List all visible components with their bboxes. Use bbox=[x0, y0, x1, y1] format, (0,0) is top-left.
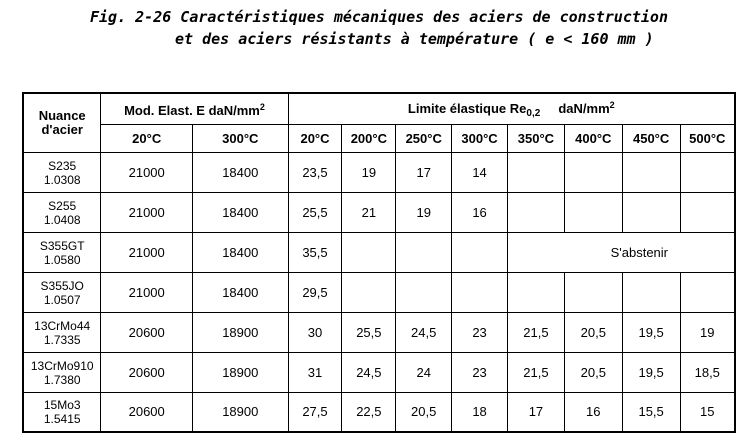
re-20-cell: 30 bbox=[288, 313, 342, 353]
temp-header-re-350: 350°C bbox=[508, 125, 565, 153]
re-400-cell bbox=[564, 153, 622, 193]
steel-grade: 13CrMo44 bbox=[34, 318, 91, 333]
re-300-cell: 23 bbox=[452, 313, 508, 353]
e-20-cell: 21000 bbox=[101, 273, 193, 313]
re-200-cell: 25,5 bbox=[342, 313, 396, 353]
re-350-cell: 21,5 bbox=[508, 313, 565, 353]
e-300-cell: 18900 bbox=[193, 313, 289, 353]
temp-header-re-20: 20°C bbox=[288, 125, 342, 153]
re-300-cell bbox=[452, 273, 508, 313]
steel-number: 1.7335 bbox=[43, 332, 81, 347]
e-300-cell: 18400 bbox=[193, 193, 289, 233]
steel-grade-cell bbox=[23, 233, 101, 273]
steel-grade-cell bbox=[23, 313, 101, 353]
title-line-2: et des aciers résistants à température ( e < 160 mm ) bbox=[175, 30, 654, 48]
temp-header-re-450: 450°C bbox=[622, 125, 680, 153]
temp-header-re-250: 250°C bbox=[396, 125, 452, 153]
re-300-cell: 16 bbox=[452, 193, 508, 233]
e-20-cell: 21000 bbox=[101, 193, 193, 233]
steel-grade-cell bbox=[23, 273, 101, 313]
re-500-cell: 19 bbox=[680, 313, 735, 353]
nuance-header bbox=[23, 93, 101, 153]
re-350-cell: 21,5 bbox=[508, 353, 565, 393]
steel-grade-cell bbox=[23, 153, 101, 193]
re-350-cell bbox=[508, 193, 565, 233]
temp-header-re-200: 200°C bbox=[342, 125, 396, 153]
header-row-1 bbox=[23, 93, 735, 125]
re-200-cell: 19 bbox=[342, 153, 396, 193]
re-300-cell: 18 bbox=[452, 393, 508, 433]
re-400-cell: 20,5 bbox=[564, 353, 622, 393]
temp-header-re-500: 500°C bbox=[680, 125, 735, 153]
re-500-cell bbox=[680, 273, 735, 313]
steel-grade-cell bbox=[23, 393, 101, 433]
limite-sub: 0,2 bbox=[526, 107, 541, 119]
re-20-cell: 31 bbox=[288, 353, 342, 393]
re-250-cell: 24 bbox=[396, 353, 452, 393]
re-500-cell bbox=[680, 153, 735, 193]
table-row bbox=[23, 193, 735, 233]
steel-number: 1.0507 bbox=[43, 292, 81, 307]
steel-grade-cell bbox=[23, 353, 101, 393]
table-row bbox=[23, 393, 735, 433]
re-400-cell: 20,5 bbox=[564, 313, 622, 353]
re-300-cell: 14 bbox=[452, 153, 508, 193]
table-row bbox=[23, 273, 735, 313]
mod-elast-label: Mod. Elast. E daN/mm bbox=[124, 103, 260, 118]
re-500-cell bbox=[680, 193, 735, 233]
re-20-cell: 25,5 bbox=[288, 193, 342, 233]
steel-grade-cell bbox=[23, 193, 101, 233]
re-20-cell: 23,5 bbox=[288, 153, 342, 193]
steel-properties-table bbox=[22, 92, 736, 433]
nuance-header-line2: d'acier bbox=[41, 122, 83, 137]
re-400-cell bbox=[564, 193, 622, 233]
limite-header bbox=[288, 93, 735, 125]
limite-label: Limite élastique Re bbox=[407, 100, 527, 116]
re-250-cell bbox=[396, 233, 452, 273]
re-500-cell: 18,5 bbox=[680, 353, 735, 393]
e-300-cell: 18900 bbox=[193, 353, 289, 393]
steel-grade: 13CrMo910 bbox=[30, 358, 94, 373]
re-200-cell bbox=[342, 233, 396, 273]
header-row-2 bbox=[23, 125, 735, 153]
re-250-cell: 19 bbox=[396, 193, 452, 233]
re-20-cell: 35,5 bbox=[288, 233, 342, 273]
temp-header-re-400: 400°C bbox=[564, 125, 622, 153]
re-250-cell: 20,5 bbox=[396, 393, 452, 433]
steel-number: 1.0580 bbox=[43, 252, 81, 267]
re-20-cell: 27,5 bbox=[288, 393, 342, 433]
re-250-cell: 17 bbox=[396, 153, 452, 193]
limite-unit-sup: 2 bbox=[609, 99, 615, 110]
re-450-cell bbox=[622, 153, 680, 193]
re-300-cell: 23 bbox=[452, 353, 508, 393]
re-250-cell bbox=[396, 273, 452, 313]
re-350-cell bbox=[508, 153, 565, 193]
e-300-cell: 18400 bbox=[193, 273, 289, 313]
re-350-cell: 17 bbox=[508, 393, 565, 433]
re-450-cell: 19,5 bbox=[622, 353, 680, 393]
re-200-cell: 22,5 bbox=[342, 393, 396, 433]
re-350-cell bbox=[508, 273, 565, 313]
temp-header-re-300: 300°C bbox=[452, 125, 508, 153]
re-450-cell bbox=[622, 193, 680, 233]
e-20-cell: 20600 bbox=[101, 353, 193, 393]
steel-number: 1.5415 bbox=[43, 412, 81, 426]
limite-unit: daN/mm bbox=[558, 100, 610, 116]
steel-grade: 15Mo3 bbox=[43, 398, 81, 412]
mod-elast-sup: 2 bbox=[259, 102, 265, 112]
steel-number: 1.0408 bbox=[43, 212, 81, 227]
re-200-cell bbox=[342, 273, 396, 313]
steel-number: 1.7380 bbox=[43, 372, 81, 387]
mod-elast-header bbox=[101, 93, 288, 125]
re-500-cell: 15 bbox=[680, 393, 735, 433]
e-20-cell: 20600 bbox=[101, 393, 193, 433]
re-400-cell bbox=[564, 273, 622, 313]
re-450-cell: 19,5 bbox=[622, 313, 680, 353]
steel-number: 1.0308 bbox=[43, 172, 81, 187]
e-20-cell: 21000 bbox=[101, 153, 193, 193]
temp-header-e-20: 20°C bbox=[101, 125, 193, 153]
title-line-1: Fig. 2-26 Caractéristiques mécaniques des aciers de construction bbox=[90, 8, 668, 26]
re-200-cell: 21 bbox=[342, 193, 396, 233]
re-200-cell: 24,5 bbox=[342, 353, 396, 393]
re-450-cell bbox=[622, 273, 680, 313]
re-300-cell bbox=[452, 233, 508, 273]
temp-header-e-300: 300°C bbox=[193, 125, 289, 153]
e-300-cell: 18400 bbox=[193, 233, 289, 273]
steel-grade: S235 bbox=[48, 158, 77, 173]
e-300-cell: 18900 bbox=[193, 393, 289, 433]
re-400-cell: 16 bbox=[564, 393, 622, 433]
table-row bbox=[23, 353, 735, 393]
re-450-cell: 15,5 bbox=[622, 393, 680, 433]
table-row bbox=[23, 153, 735, 193]
re-20-cell: 29,5 bbox=[288, 273, 342, 313]
steel-grade: S355JO bbox=[40, 278, 84, 293]
re-250-cell: 24,5 bbox=[396, 313, 452, 353]
steel-grade: S255 bbox=[48, 198, 77, 213]
table-row bbox=[23, 313, 735, 353]
e-20-cell: 20600 bbox=[101, 313, 193, 353]
abstenir-note: S'abstenir bbox=[508, 233, 736, 273]
nuance-header-line1: Nuance bbox=[38, 108, 86, 123]
e-20-cell: 21000 bbox=[101, 233, 193, 273]
table-row bbox=[23, 233, 735, 273]
e-300-cell: 18400 bbox=[193, 153, 289, 193]
steel-grade: S355GT bbox=[39, 238, 85, 253]
